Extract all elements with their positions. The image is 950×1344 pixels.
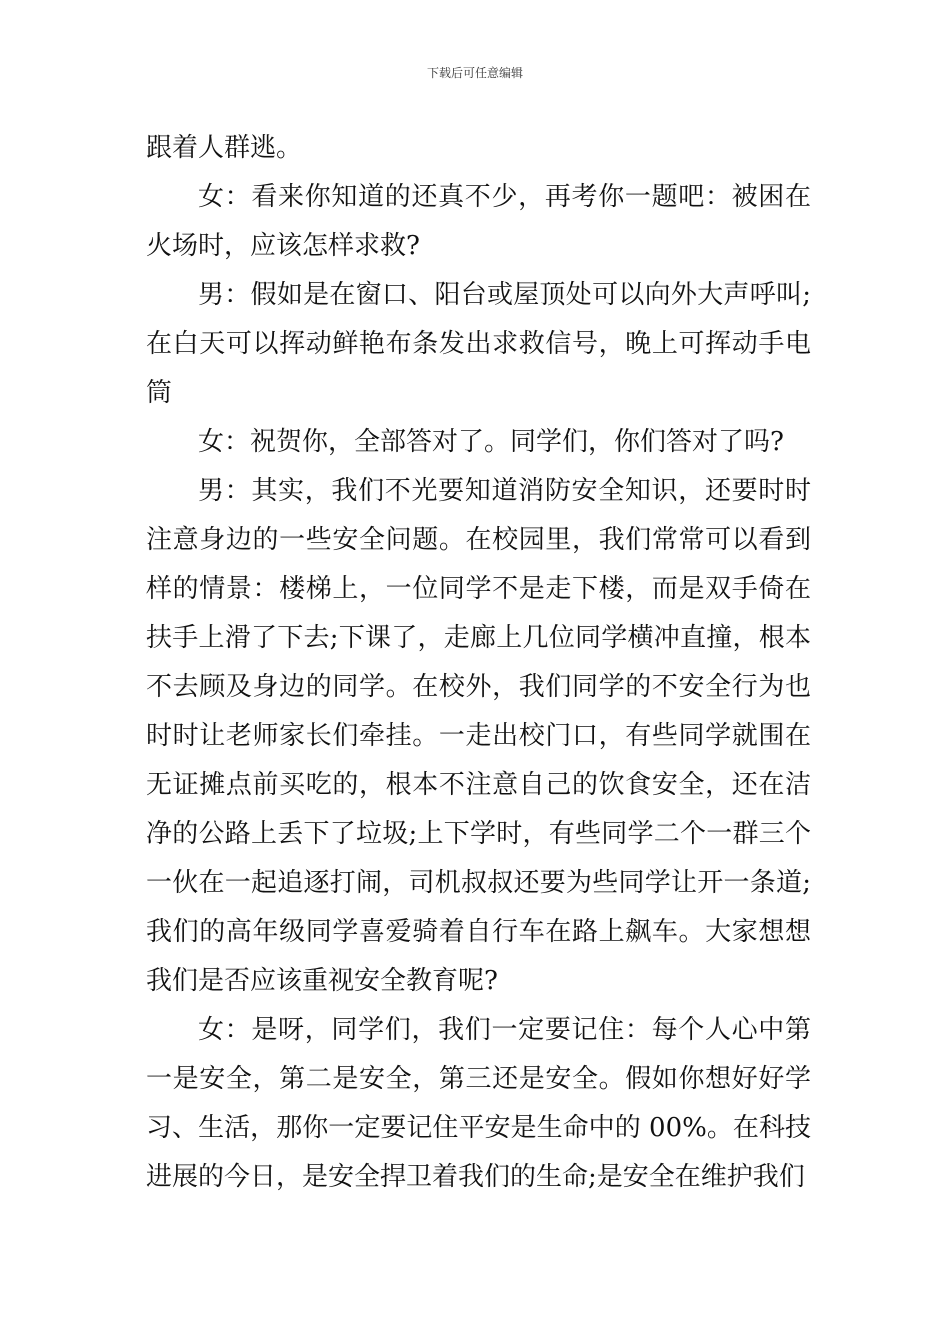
- paragraph-5: 男：其实，我们不光要知道消防安全知识，还要时时注意身边的一些安全问题。在校园里，我们常常可以看到样的情景：楼梯上，一位同学不是走下楼，而是双手倚在扶手上滑了下去;下课了，走廊上几位同学横冲直撞，根本不去顾及身边的同学。在校外，我们同学的不安全行为也时时让老师家长们牵挂。一走出校门口，有些同学就围在无证摊点前买吃的，根本不注意自己的饮食安全，还在洁净的公路上丢下了垃圾;上下学时，有些同学二个一群三个一伙在一起追逐打闹，司机叔叔还要为些同学让开一条道;我们的高年级同学喜爱骑着自行车在路上飙车。大家想想我们是否应该重视安全教育呢?: [146, 476, 811, 996]
- paragraph-2: 女：看来你知道的还真不少，再考你一题吧：被困在火场时，应该怎样求救?: [146, 182, 811, 261]
- paragraph-4: 女：祝贺你，全部答对了。同学们，你们答对了吗?: [198, 427, 784, 457]
- paragraph-6: 女：是呀，同学们，我们一定要记住：每个人心中第一是安全，第二是安全，第三还是安全。假如你想好好学习、生活，那你一定要记住平安是生命中的 00%。在科技进展的今日，是安全捍卫着我们的生命;是安全在维护我们: [146, 1015, 811, 1192]
- page-header: 下载后可任意编辑: [426, 66, 523, 80]
- document-body: [146, 124, 811, 1202]
- paragraph-3: 男：假如是在窗口、阳台或屋顶处可以向外大声呼叫;在白天可以挥动鲜艳布条发出求救信号，晚上可挥动手电筒: [146, 280, 811, 408]
- paragraph-1: 跟着人群逃。: [146, 133, 303, 163]
